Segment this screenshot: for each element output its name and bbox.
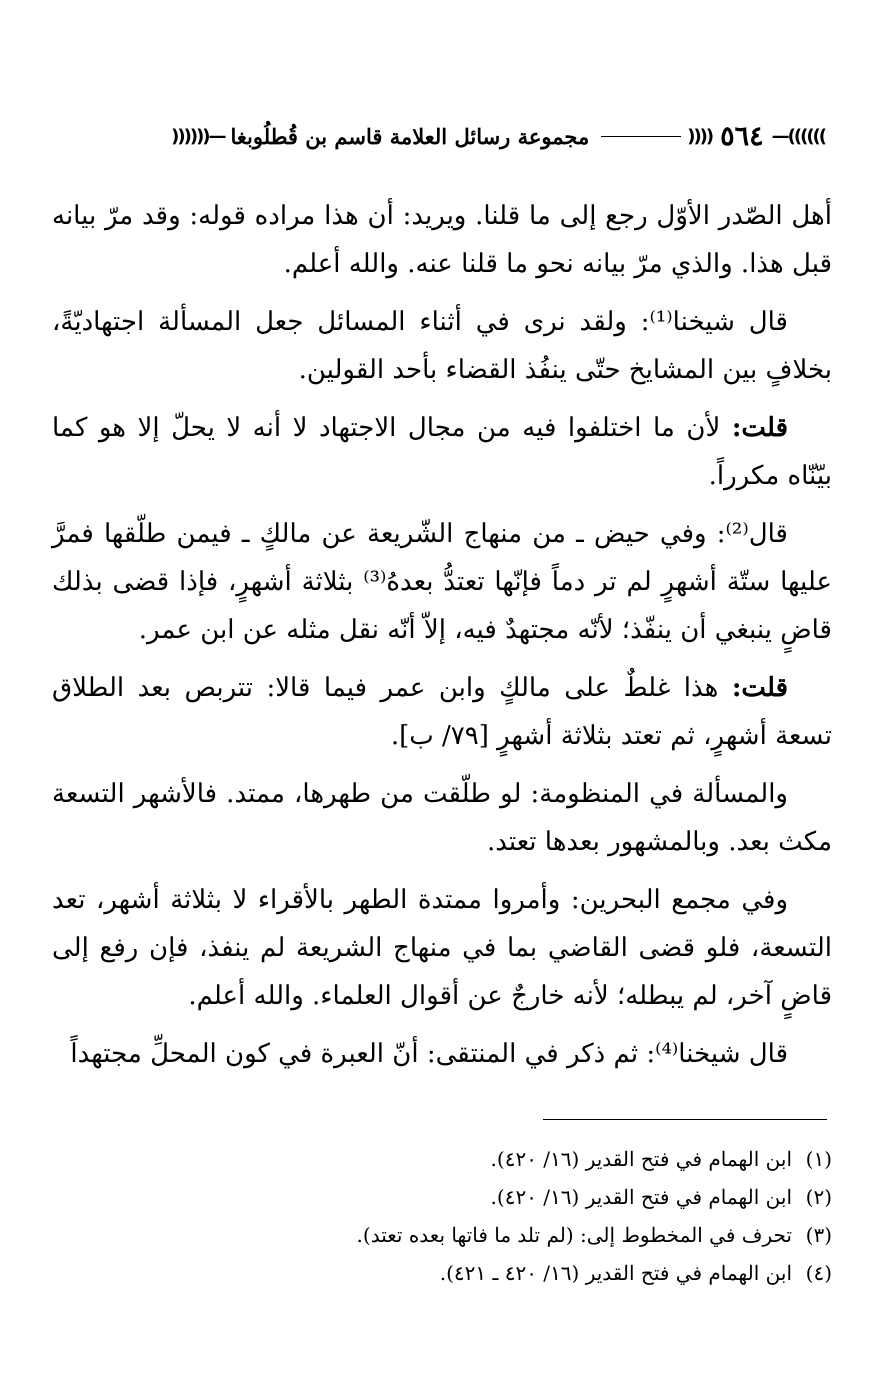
paragraph-4: [52, 510, 832, 654]
footnote-number: (٤): [805, 1261, 832, 1285]
footnote-number: (٣): [805, 1223, 832, 1247]
footnote-number: (٢): [805, 1185, 832, 1209]
footnote-text: ابن الهمام في فتح القدير (١٦/ ٤٢٠).: [490, 1147, 792, 1171]
paragraph-lead: قلت:: [731, 673, 788, 703]
paragraph-7: [52, 876, 832, 1020]
paragraph-text: قال⁽²⁾: وفي حيض ـ من منهاج الشّريعة عن مالكٍ ـ فيمن طلّقها فمرَّ عليها ستّة أشهرٍ لم تر دماً فإنّها تعتدُّ بعدهُ⁽³⁾ بثلاثة أشهرٍ، فإذا قضى بذلك قاضٍ ينبغي أن ينفّذ؛ لأنّه مجتهدٌ فيه، إلاّ أنّه نقل مثله عن ابن عمر.: [52, 519, 832, 645]
paragraph-text: هذا غلطٌ على مالكٍ وابن عمر فيما قالا: تتربص بعد الطلاق تسعة أشهرٍ، ثم تعتد بثلاثة أشهرٍ [٧٩/ ب].: [52, 673, 832, 751]
book-title: مجموعة رسائل العلامة قاسم بن قُطلُوبغا: [230, 123, 590, 149]
header-rule: [601, 136, 681, 137]
paragraph-lead: قلت:: [731, 413, 788, 443]
paragraph-3: [52, 404, 832, 500]
paragraph-text: أهل الصّدر الأوّل رجع إلى ما قلنا. ويريد: أن هذا مراده قوله: وقد مرّ بيانه قبل هذا. والذي مرّ بيانه نحو ما قلنا عنه. والله أعلم.: [52, 201, 832, 279]
paragraph-1: [52, 192, 832, 288]
header-ornament-left: —((((((: [171, 125, 225, 147]
paragraph-8: [52, 1030, 832, 1078]
paragraph-text: لأن ما اختلفوا فيه من مجال الاجتهاد لا أنه لا يحلّ إلا هو كما بيّنّاه مكرراً.: [52, 413, 832, 491]
footnote-3: [52, 1216, 832, 1254]
paragraph-text: قال شيخنا⁽¹⁾: ولقد نرى في أثناء المسائل جعل المسألة اجتهاديّةً، بخلافٍ بين المشايخ حتّى ينفُذ القضاء بأحد القولين.: [52, 307, 832, 385]
footnote-4: [52, 1254, 832, 1292]
footnote-text: ابن الهمام في فتح القدير (١٦/ ٤٢٠).: [490, 1185, 792, 1209]
footnotes: [52, 1140, 832, 1292]
footnote-2: [52, 1178, 832, 1216]
paragraph-text: قال شيخنا⁽⁴⁾: ثم ذكر في المنتقى: أنّ العبرة في كون المحلِّ مجتهداً: [70, 1039, 788, 1069]
paragraph-text: والمسألة في المنظومة: لو طلّقت من طهرها، ممتد. فالأشهر التسعة مكث بعد. وبالمشهور بعدها تعتد.: [52, 779, 832, 857]
header-ornament-right: ))))))—: [771, 125, 825, 147]
running-header: [55, 114, 825, 158]
paragraph-5: [52, 664, 832, 760]
header-ornament-inner: ((((: [687, 125, 713, 147]
paragraph-6: [52, 770, 832, 866]
footnote-number: (١): [805, 1147, 832, 1171]
footnote-separator: [543, 1119, 827, 1120]
footnote-1: [52, 1140, 832, 1178]
footnote-text: ابن الهمام في فتح القدير (١٦/ ٤٢٠ ـ ٤٢١).: [439, 1261, 792, 1285]
paragraph-text: وفي مجمع البحرين: وأمروا ممتدة الطهر بالأقراء لا بثلاثة أشهر، تعد التسعة، فلو قضى القاضي بما في منهاج الشريعة لم ينفذ، فإن رفع إلى قاضٍ آخر، لم يبطله؛ لأنه خارجٌ عن أقوال العلماء. والله أعلم.: [52, 885, 832, 1011]
footnote-text: تحرف في المخطوط إلى: (لم تلد ما فاتها بعده تعتد).: [356, 1223, 792, 1247]
paragraph-2: [52, 298, 832, 394]
page-number: ٥٦٤: [720, 120, 764, 152]
main-text: [52, 192, 832, 1090]
